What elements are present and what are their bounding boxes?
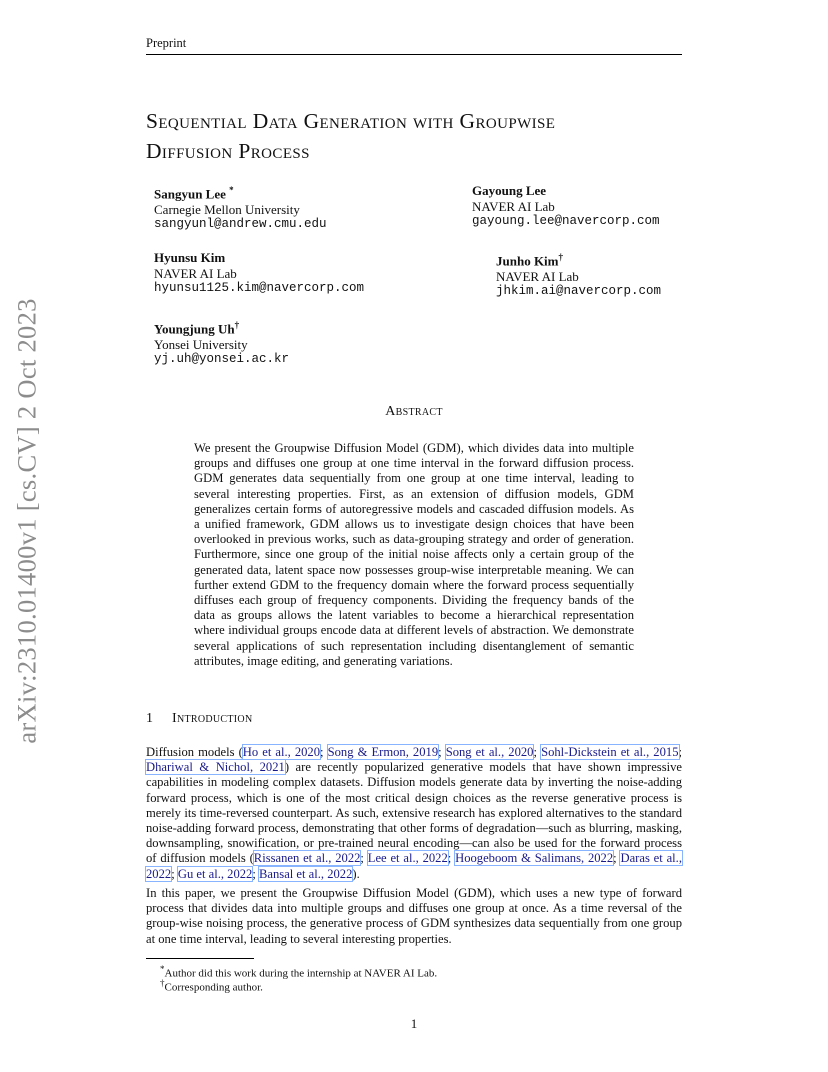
abstract-heading: Abstract xyxy=(385,404,443,419)
arxiv-sidebar xyxy=(0,294,54,749)
citation-link[interactable]: Lee et al., 2022 xyxy=(367,851,448,866)
citation-link[interactable]: Hoogeboom & Salimans, 2022 xyxy=(455,851,614,866)
intro-paragraph-1 xyxy=(146,745,682,882)
footnote: †Corresponding author. xyxy=(160,978,263,994)
author-email[interactable]: hyunsu1125.kim@navercorp.com xyxy=(154,281,365,295)
title-line-1: Sequential Data Generation with Groupwise xyxy=(146,109,556,133)
citation-link[interactable]: Song et al., 2020 xyxy=(445,745,534,759)
author-email[interactable]: gayoung.lee@navercorp.com xyxy=(472,214,660,228)
author-affiliation: Yonsei University xyxy=(154,336,248,352)
section-heading xyxy=(146,711,252,727)
author-block xyxy=(154,250,364,297)
author-block xyxy=(154,183,327,233)
citation-link[interactable]: Song & Ermon, 2019 xyxy=(327,745,439,759)
citation-link[interactable]: Daras et al., 2022 xyxy=(146,851,682,881)
author-name: Gayoung Lee xyxy=(472,183,547,198)
running-header: Preprint xyxy=(146,36,682,55)
citation-link[interactable]: Gu et al., 2022 xyxy=(177,866,253,881)
citation-link[interactable]: Sohl-Dickstein et al., 2015 xyxy=(541,745,679,759)
paragraph-text: ; xyxy=(533,745,542,759)
paragraph-text: ; xyxy=(320,745,328,759)
section-number: 1 xyxy=(146,711,153,726)
author-name: Junho Kim† xyxy=(496,252,563,269)
author-block xyxy=(154,318,289,368)
citation-link[interactable]: Dhariwal & Nichol, 2021 xyxy=(146,760,285,775)
section-title: Introduction xyxy=(172,711,253,726)
author-affiliation: NAVER AI Lab xyxy=(496,268,579,284)
paragraph-text: ; xyxy=(678,745,682,759)
citation-link[interactable]: Bansal et al., 2022 xyxy=(259,866,353,881)
author-affiliation: NAVER AI Lab xyxy=(472,198,555,214)
arxiv-identifier[interactable]: arXiv:2310.01400v1 [cs.CV] 2 Oct 2023 xyxy=(11,298,42,744)
author-block xyxy=(472,183,660,230)
paragraph-text: ; xyxy=(360,851,368,866)
author-affiliation: Carnegie Mellon University xyxy=(154,201,300,217)
citation-link[interactable]: Rissanen et al., 2022 xyxy=(253,851,361,866)
paragraph-text: ; xyxy=(438,745,446,759)
paper-title xyxy=(146,106,686,166)
footnote: *Author did this work during the internship at NAVER AI Lab. xyxy=(160,964,438,980)
author-affiliation: NAVER AI Lab xyxy=(154,265,237,281)
paragraph-text: ; xyxy=(171,866,178,881)
paragraph-text: ; xyxy=(252,866,259,881)
page-number: 1 xyxy=(410,1016,418,1031)
paragraph-text: ; xyxy=(447,851,456,866)
paragraph-text: Diffusion models ( xyxy=(146,745,243,759)
paragraph-text: ). xyxy=(352,866,360,881)
footnote-rule xyxy=(146,958,254,959)
intro-paragraph-2: In this paper, we present the Groupwise Diffusion Model (GDM), which uses a new type of forward process that divides data into multiple groups and diffuses one group at once. As a time reversal of the group-wise noising process, the generative process of GDM synthesizes data sequentially from one group at one time interval, leading to several interesting properties. xyxy=(146,886,682,946)
author-name: Hyunsu Kim xyxy=(154,250,226,265)
title-line-2: Diffusion Process xyxy=(146,139,310,163)
author-name: Youngjung Uh† xyxy=(154,320,240,337)
author-email[interactable]: sangyunl@andrew.cmu.edu xyxy=(154,217,327,232)
author-block xyxy=(496,250,661,300)
paragraph-text: ) are recently popularized generative models that have shown impressive capabilities in modeling complex datasets. Diffusion models generate data by inverting the noise-adding forward process, which is one of the most critical design choices as the reverse generative process is merely its time-reversed counterpart. As such, extensive research has explored alternatives to the standard noise-adding forward process, demonstrating that other forms of degradation—such as blurring, masking, downsampling, snowification, or pre-trained neural encoding—can also be used for the forward process of diffusion models ( xyxy=(146,760,682,866)
citation-link[interactable]: Ho et al., 2020 xyxy=(242,745,321,759)
author-email[interactable]: yj.uh@yonsei.ac.kr xyxy=(154,352,290,367)
paragraph-text: ; xyxy=(613,851,621,866)
author-name: Sangyun Lee * xyxy=(154,185,234,202)
abstract-text: We present the Groupwise Diffusion Model (GDM), which divides data into multiple groups and diffuses one group at one time interval in the forward diffusion process. GDM generates data sequentially from one group at one time interval, leading to several interesting properties. First, as an extension of diffusion models, GDM generalizes certain forms of autoregressive models and cascaded diffusion models. As a unified framework, GDM allows us to investigate design choices that have been overlooked in previous works, such as data-grouping strategy and order of generation. Furthermore, since one group of the initial noise affects only a certain group of the generated data, latent space now possesses group-wise interpretable meaning. We can further extend GDM to the frequency domain where the forward process sequentially diffuses each group of frequency components. Dividing the frequency bands of the data as groups allows the latent variables to become a hierarchical representation where individual groups encode data at different levels of abstraction. We demonstrate several applications of such representation including disentanglement of semantic attributes, image editing, and generating variations. xyxy=(194,441,634,668)
author-email[interactable]: jhkim.ai@navercorp.com xyxy=(496,284,662,299)
